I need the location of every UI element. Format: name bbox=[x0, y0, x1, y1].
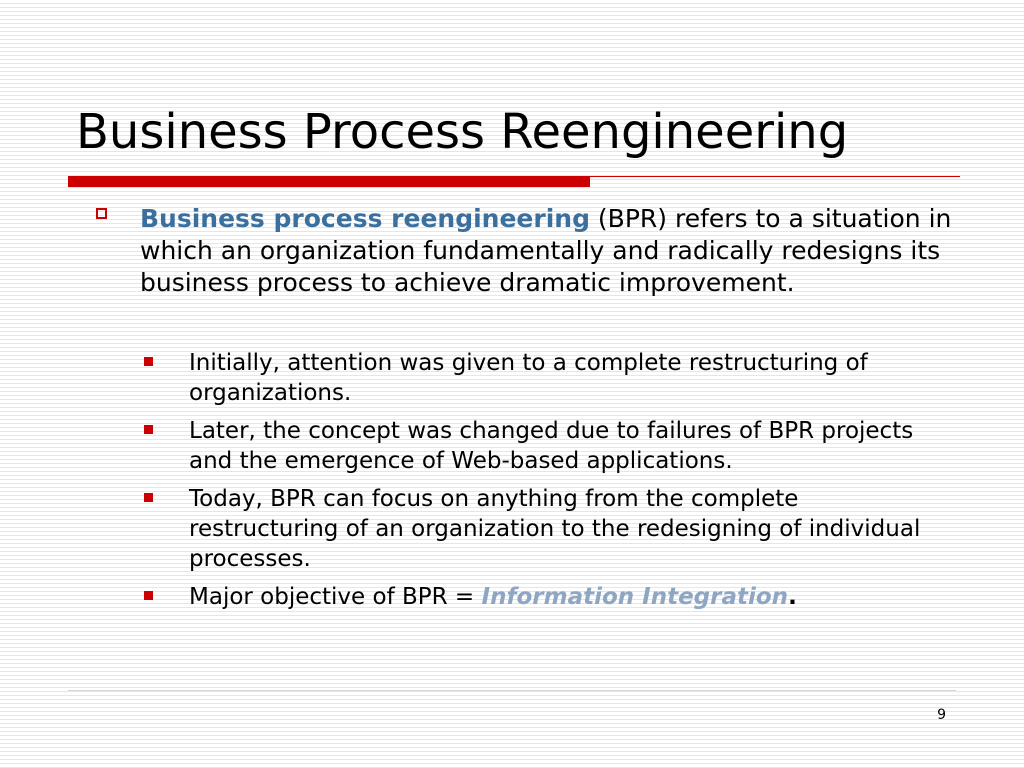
sub-bullet-text: Later, the concept was changed due to failures of BPR projects and the emergence of Web-based applications. bbox=[189, 418, 914, 474]
filled-square-bullet-icon bbox=[144, 591, 153, 600]
main-bullet-text bbox=[140, 203, 956, 299]
main-bullet bbox=[96, 203, 956, 299]
bpr-term: Business process reengineering bbox=[140, 204, 590, 233]
hollow-square-bullet-icon bbox=[96, 208, 107, 219]
bpr-definition: (BPR) refers to a situation in which an organization fundamentally and radically redesigns its business process to achieve dramatic improvement. bbox=[140, 204, 952, 297]
sub-bullet-item bbox=[142, 484, 922, 574]
title-accent-line bbox=[590, 176, 960, 177]
sub-bullet-item bbox=[142, 416, 922, 476]
sub-bullet-text: Initially, attention was given to a complete restructuring of organizations. bbox=[189, 350, 868, 406]
title-accent-bar bbox=[68, 176, 590, 187]
objective-prefix: Major objective of BPR = bbox=[189, 584, 482, 610]
information-integration-term: Information Integration bbox=[481, 584, 789, 610]
filled-square-bullet-icon bbox=[144, 425, 153, 434]
filled-square-bullet-icon bbox=[144, 493, 153, 502]
sub-bullet-text: Today, BPR can focus on anything from the complete restructuring of an organization to the redesigning of individual processes. bbox=[189, 486, 921, 572]
footer-divider bbox=[68, 690, 956, 691]
sub-bullet-list bbox=[142, 348, 922, 620]
page-number: 9 bbox=[937, 707, 946, 723]
sub-bullet-item bbox=[142, 348, 922, 408]
objective-suffix: . bbox=[788, 584, 797, 610]
sub-bullet-item bbox=[142, 582, 922, 612]
slide-title: Business Process Reengineering bbox=[76, 104, 849, 160]
filled-square-bullet-icon bbox=[144, 357, 153, 366]
